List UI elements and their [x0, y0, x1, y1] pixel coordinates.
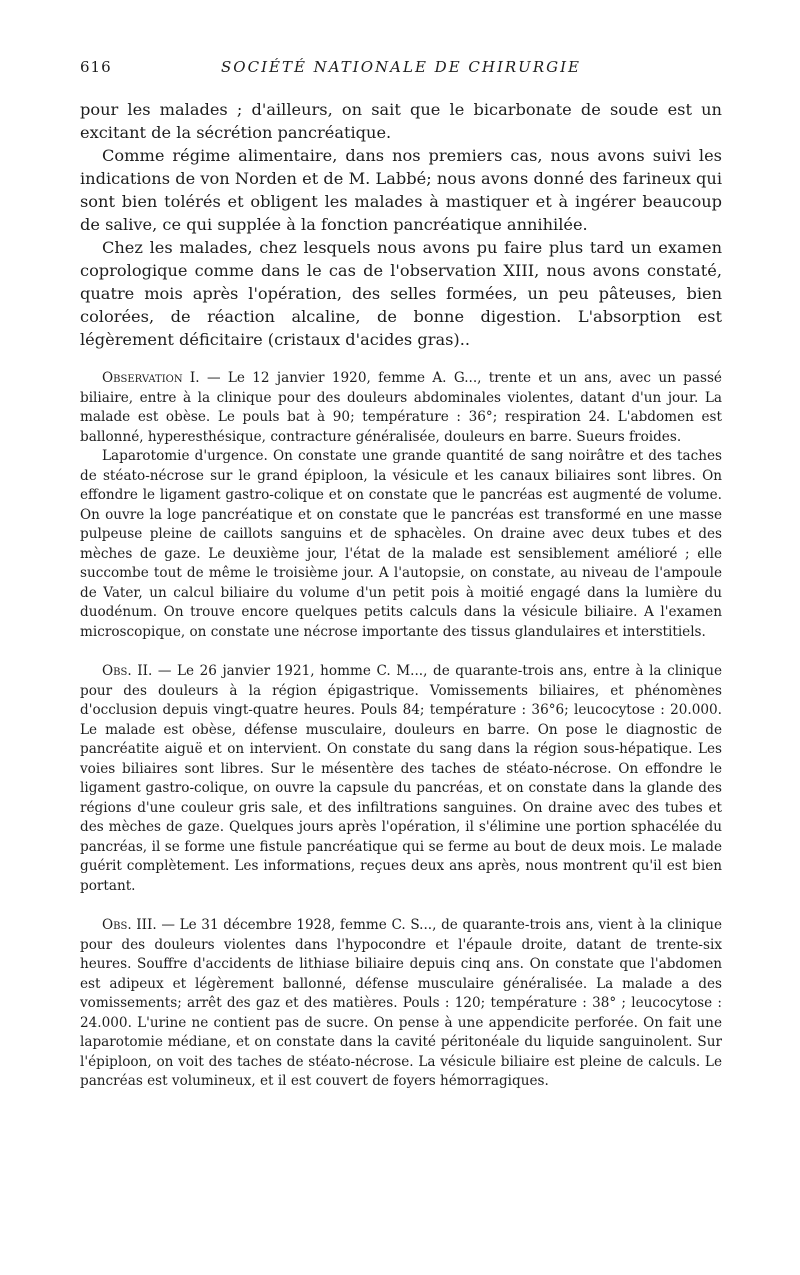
- running-title: SOCIÉTÉ NATIONALE DE CHIRURGIE: [221, 58, 581, 76]
- document-page: [80, 58, 722, 1092]
- page-header: [80, 58, 722, 84]
- observation-text: — Le 12 janvier 1920, femme A. G..., trente et un ans, avec un passé biliaire, entre à la clinique pour des douleurs abdominales violentes, datant d'un jour. La malade est obèse. Le pouls bat à 90; température : 36°; respiration 24. L'abdomen est ballonné, hyperesthésique, contracture généralisée, douleurs en barre. Sueurs froides.: [80, 370, 722, 445]
- observation-text: — Le 31 décembre 1928, femme C. S..., de quarante-trois ans, vient à la clinique pour des douleurs violentes dans l'hypocondre et l'épaule droite, datant de trente-six heures. Souffre d'accidents de lithiase biliaire depuis cinq ans. On constate que l'abdomen est adipeux et légèrement ballonné, défense musculaire généralisée. La malade a des vomissements; arrêt des gaz et des matières. Pouls : 120; température : 38° ; leucocytose : 24.000. L'urine ne contient pas de sucre. On pense à une appendicite perforée. On fait une laparotomie médiane, et on constate dans la cavité péritonéale du liquide sanguinolent. Sur l'épiploon, on voit des taches de stéato-nécrose. La vésicule biliaire est pleine de calculs. Le pancréas est volumineux, et il est couvert de foyers hémorragiques.: [80, 917, 722, 1089]
- observation-paragraph: [80, 916, 722, 1092]
- observation-paragraph: [80, 662, 722, 896]
- observation-2: [80, 662, 722, 896]
- observation-paragraph: Laparotomie d'urgence. On constate une grande quantité de sang noirâtre et des taches de stéato-nécrose sur le grand épiploon, la vésicule et les canaux biliaires sont libres. On effondre le ligament gastro-colique et on constate que le pancréas est augmenté de volume. On ouvre la loge pancréatique et on constate que le pancréas est transformé en une masse pulpeuse pleine de caillots sanguins et de sphacèles. On draine avec deux tubes et des mèches de gaze. Le deuxième jour, l'état de la malade est sensiblement amélioré ; elle succombe tout de même le troisième jour. A l'autopsie, on constate, au niveau de l'ampoule de Vater, un calcul biliaire du volume d'un petit pois à moitié engagé dans la lumière du duodénum. On trouve encore quelques petits calculs dans la vésicule biliaire. A l'examen microscopique, on constate une nécrose importante des tissus glandulaires et interstitiels.: [80, 448, 722, 640]
- observation-label: Observation I.: [102, 370, 200, 386]
- page-number: 616: [80, 58, 112, 76]
- observation-label: Obs. II.: [102, 663, 153, 679]
- intro-paragraph: pour les malades ; d'ailleurs, on sait que le bicarbonate de soude est un excitant de la sécrétion pancréatique.: [80, 100, 722, 142]
- intro-paragraph: Comme régime alimentaire, dans nos premiers cas, nous avons suivi les indications de von Norden et de M. Labbé; nous avons donné des farineux qui sont bien tolérés et obligent les malades à mastiquer et à ingérer beaucoup de salive, ce qui supplée à la fonction pancréatique annihilée.: [80, 146, 722, 234]
- intro-paragraph: Chez les malades, chez lesquels nous avons pu faire plus tard un examen coprologique comme dans le cas de l'observation XIII, nous avons constaté, quatre mois après l'opération, des selles formées, un peu pâteuses, bien colorées, de réaction alcaline, de bonne digestion. L'absorption est légèrement déficitaire (cristaux d'acides gras)..: [80, 238, 722, 349]
- observation-label: Obs. III.: [102, 917, 157, 933]
- observation-text: — Le 26 janvier 1921, homme C. M..., de quarante-trois ans, entre à la clinique pour des douleurs à la région épigastrique. Vomissements biliaires, et phénomènes d'occlusion depuis vingt-quatre heures. Pouls 84; température : 36°6; leucocytose : 20.000. Le malade est obèse, défense musculaire, douleurs en barre. On pose le diagnostic de pancréatite aiguë et on intervient. On constate du sang dans la région sous-hépatique. Les voies biliaires sont libres. Sur le mésentère des taches de stéato-nécrose. On effondre le ligament gastro-colique, on ouvre la capsule du pancréas, et on constate dans la glande des régions d'une couleur gris sale, et des infiltrations sanguines. On draine avec des tubes et des mèches de gaze. Quelques jours après l'opération, il s'élimine une portion sphacélée du pancréas, il se forme une fistule pancréatique qui se ferme au bout de deux mois. Le malade guérit complètement. Les informations, reçues deux ans après, nous montrent qu'il est bien portant.: [80, 663, 722, 894]
- observation-1: [80, 369, 722, 642]
- observation-paragraph: [80, 369, 722, 447]
- intro-text: [80, 98, 722, 351]
- observation-3: [80, 916, 722, 1092]
